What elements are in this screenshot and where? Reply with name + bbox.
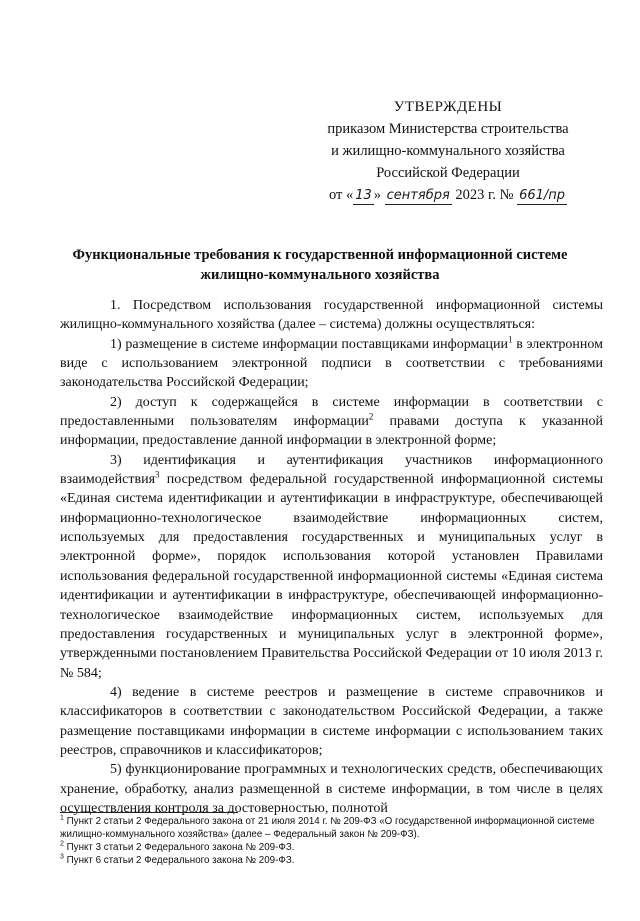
footnote-ref-1: 1: [507, 334, 513, 345]
title-line-2: жилищно-коммунального хозяйства: [200, 267, 440, 283]
paragraph-1: 1. Посредством использования государственной информационной системы жилищно-коммунального хозяйства (далее – система) должны осуществляться:: [60, 298, 603, 333]
paragraph-item-4: 4) ведение в системе реестров и размещение в системе справочников и классификаторов в соответствии с законодательством Российской Федерации, а также размещение поставщиками информации в системе информации с использованием таких реестров, справочников и классификаторов;: [60, 684, 603, 758]
document-body: [60, 296, 603, 818]
paragraph-item-5: 5) функционирование программных и технологических средств, обеспечивающих хранение, обработку, анализ размещенной в системе информации, в том числе в целях осуществления контроля за достоверностью, полнотой: [60, 762, 603, 816]
footnote-2-text: Пункт 3 статьи 2 Федерального закона № 209-ФЗ.: [63, 842, 295, 853]
approval-line-3: Российской Федерации: [376, 165, 520, 181]
paragraph-item-3-text-a: 3) идентификация и аутентификация участников информационного взаимодействия: [60, 452, 603, 488]
date-mid: »: [373, 187, 382, 203]
footnote-2: [60, 841, 600, 854]
paragraph-item-1: [60, 335, 603, 393]
date-prefix: от «: [328, 187, 354, 203]
footnote-1: [60, 815, 600, 841]
paragraph-item-1-text-b: в электронном виде с использованием электронной подписи в соответствии с требованиями законодательства Российской Федерации;: [60, 336, 603, 391]
footnotes: [60, 815, 600, 867]
paragraph-item-2-text-a: 2) доступ к содержащейся в системе информации в соответствии с предоставленными пользователям информации: [60, 394, 603, 430]
footnote-ref-2: 2: [368, 411, 374, 422]
footnote-ref-3: 3: [155, 469, 160, 480]
paragraph-item-2-text-b: правами доступа к указанной информации, предоставление данной информации в электронной форме;: [60, 414, 603, 449]
approval-line-1: приказом Министерства строительства: [327, 121, 569, 137]
paragraph-item-3: [60, 451, 603, 683]
title-line-1: Функциональные требования к государственной информационной системе: [72, 247, 568, 263]
footnote-3-text: Пункт 6 статьи 2 Федерального закона № 209-ФЗ.: [63, 855, 295, 866]
approval-stamp-block: [312, 96, 584, 206]
document-title: [60, 245, 580, 285]
date-day-handwritten: 13: [355, 188, 372, 203]
footnote-3: [60, 854, 600, 867]
paragraph-item-3-text-b: посредством федеральной государственной информационной системы «Единая система идентификации и аутентификации в инфраструктуре, обеспечивающей информационно-технологическое взаимодействие информационных систем, используемых для предоставления государственных и муниципальных услуг в электронной форме», порядок использования которой установлен Правилами использования федеральной государственной информационной системы «Единая система идентификации и аутентификации в инфраструктуре, обеспечивающей информационно-технологическое взаимодействие информационных систем, используемых для предоставления государственных и муниципальных услуг в электронной форме», утвержденными постановлением Правительства Российской Федерации от 10 июля 2013 г. № 584;: [60, 472, 603, 681]
approval-heading: УТВЕРЖДЕНЫ: [393, 99, 503, 115]
footnote-1-mark: 1: [60, 814, 64, 822]
footnote-3-mark: 3: [60, 853, 64, 861]
approval-date-line: [312, 184, 584, 206]
date-year: 2023 г. №: [455, 187, 514, 203]
paragraph-item-1-text-a: 1) размещение в системе информации поставщиками информации: [110, 336, 508, 352]
date-month-handwritten: сентября: [386, 188, 450, 203]
footnote-1-text: Пункт 2 статьи 2 Федерального закона от 21 июля 2014 г. № 209-ФЗ «О государственной информационной системе жилищно-коммунального хозяйства» (далее – Федеральный закон № 209-ФЗ).: [60, 816, 595, 840]
footnote-2-mark: 2: [60, 840, 64, 848]
order-number-handwritten: 661/пр: [519, 188, 566, 203]
footnote-divider: [60, 812, 238, 813]
approval-line-2: и жилищно-коммунального хозяйства: [331, 143, 565, 159]
paragraph-item-2: [60, 393, 603, 451]
